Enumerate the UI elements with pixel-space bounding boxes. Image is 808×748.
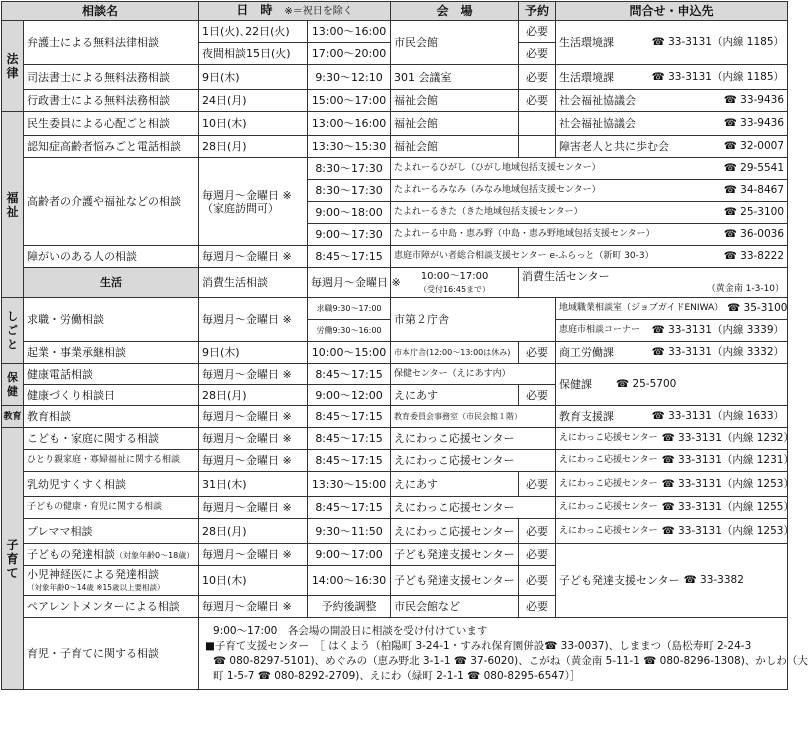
table-row: 9:00～17:30 たよれーる中島・恵み野（中島・恵み野地域包括支援センター） ☎ 36-0036 (2, 224, 788, 246)
category-child: 子育て (2, 428, 24, 690)
category-life: 生活 (24, 268, 199, 298)
table-row: 教育 教育相談 毎週月～金曜日 ※ 8:45～17:15 教育委員会事務室（市民会館１階） 教育支援課 ☎ 33-3131（内線 1633） (2, 406, 788, 428)
table-row: ペアレントメンターによる相談 毎週月～金曜日 ※ 予約後調整 市民会館など 必要 (2, 596, 788, 618)
category-welfare: 福祉 (2, 112, 24, 298)
table-row: 生活 消費生活相談 毎週月～金曜日 ※ 10:00～17:00 （受付16:45まで） 消費生活センター （黄金南 1-3-10） (2, 268, 788, 298)
table-row: 高齢者の介護や福祉などの相談 毎週月～金曜日 ※ （家庭訪問可） 8:30～17:30 たよれーるひがし（ひがし地域包括支援センター） ☎ 29-5541 (2, 158, 788, 180)
category-health: 保健 (2, 364, 24, 406)
category-education: 教育 (2, 406, 24, 428)
table-row: 健康づくり相談日 28日(月) 9:00～12:00 えにあす 必要 (2, 385, 788, 406)
table-row: プレママ相談 28日(月) 9:30～11:50 えにわっこ応援センター 必要 えにわっこ応援センター ☎ 33-3131（内線 1253） (2, 519, 788, 544)
table-row: 育児・子育てに関する相談 9:00～17:00 各会場の開設日に相談を受け付けています ■子育て支援センター ［ はくよう（柏陽町 3-24-1・すみれ保育園併設☎ 33-0037)、しままつ（島松寿町 2-24-3 ☎ 080-8297-5101)、めぐみの（恵み野北 3-1-1 ☎ 37-6020)、こがね（黄金南 5-11-1 ☎ 080-8296-1308)、かしわ（大 町 1-5-7 ☎ 080-8292-2709)、えにわ（緑町 2-1-1 ☎ 080-8295-6547）］ (2, 618, 788, 690)
table-row: ひとり親家庭・寡婦福祉に関する相談 毎週月～金曜日 ※ 8:45～17:15 えにわっこ応援センター えにわっこ応援センター ☎ 33-3131（内線 1231） (2, 450, 788, 472)
consultation-table (1, 1, 808, 690)
header-row (2, 2, 788, 21)
row-name: 弁護士による無料法律相談 (24, 21, 199, 65)
table-row: 8:30～17:30 たよれーるみなみ（みなみ地域包括支援センター） ☎ 34-8467 (2, 180, 788, 202)
table-row: 法律 弁護士による無料法律相談 1日(火)､22日(火) 13:00～16:00 市民会館 必要 生活環境課 ☎ 33-3131（内線 1185） (2, 21, 788, 43)
header-venue: 会 場 (391, 2, 519, 21)
table-row: 9:00～18:00 たよれーるきた（きた地域包括支援センター） ☎ 25-3100 (2, 202, 788, 224)
table-row: しごと 求職・労働相談 毎週月～金曜日 ※ 求職9:30～17:00 市第２庁舎 地域職業相談室（ジョブガイドENIWA） ☎ 35-3100 (2, 298, 788, 320)
category-law: 法律 (2, 21, 24, 112)
table-row: 労働9:30～16:00 恵庭市相談コーナー ☎ 33-3131（内線 3339） (2, 320, 788, 342)
table-row: 障がいのある人の相談 毎週月～金曜日 ※ 8:45～17:15 恵庭市障がい者総合相談支援センター e-ふらっと（新町 30-3） ☎ 33-8222 (2, 246, 788, 268)
table-row: 起業・事業承継相談 9日(木) 10:00～15:00 市本庁舎(12:00～13:00は休み) 必要 商工労働課 ☎ 33-3131（内線 3332） (2, 342, 788, 364)
table-row: 小児神経医による発達相談 （対象年齢0～14歳 ※15歳以上要相談） 10日(木) 14:00～16:30 子ども発達支援センター 必要 (2, 566, 788, 596)
table-row: 乳幼児すくすく相談 31日(木) 13:30～15:00 えにあす 必要 えにわっこ応援センター ☎ 33-3131（内線 1253） (2, 472, 788, 497)
table-row: 保健 健康電話相談 毎週月～金曜日 ※ 8:45～17:15 保健センター（えにあす内） 保健課 ☎ 25-5700 (2, 364, 788, 385)
table-row: 子どもの健康・育児に関する相談 毎週月～金曜日 ※ 8:45～17:15 えにわっこ応援センター えにわっこ応援センター ☎ 33-3131（内線 1255） (2, 497, 788, 519)
table-row: 行政書士による無料法務相談 24日(月) 15:00～17:00 福祉会館 必要 社会福祉協議会 ☎ 33-9436 (2, 90, 788, 112)
table-row: 子どもの発達相談（対象年齢0～18歳） 毎週月～金曜日 ※ 9:00～17:00 子ども発達支援センター 必要 子ども発達支援センター ☎ 33-3382 (2, 544, 788, 566)
table-row: 子育て こども・家庭に関する相談 毎週月～金曜日 ※ 8:45～17:15 えにわっこ応援センター えにわっこ応援センター ☎ 33-3131（内線 1232） (2, 428, 788, 450)
table-row: 福祉 民生委員による心配ごと相談 10日(木) 13:00～16:00 福祉会館 社会福祉協議会 ☎ 33-9436 (2, 112, 788, 136)
header-datetime: 日 時 ※＝祝日を除く (199, 2, 391, 21)
header-name: 相談名 (2, 2, 199, 21)
header-contact: 問合せ・申込先 (556, 2, 788, 21)
header-reservation: 予約 (519, 2, 556, 21)
category-work: しごと (2, 298, 24, 364)
table-row: 司法書士による無料法務相談 9日(木) 9:30～12:10 301 会議室 必要 生活環境課 ☎ 33-3131（内線 1185） (2, 65, 788, 90)
table-row: 認知症高齢者悩みごと電話相談 28日(月) 13:30～15:30 福祉会館 障害老人と共に歩む会 ☎ 32-0007 (2, 136, 788, 158)
table-row: 夜間相談15日(火) 17:00～20:00 必要 (2, 43, 788, 65)
